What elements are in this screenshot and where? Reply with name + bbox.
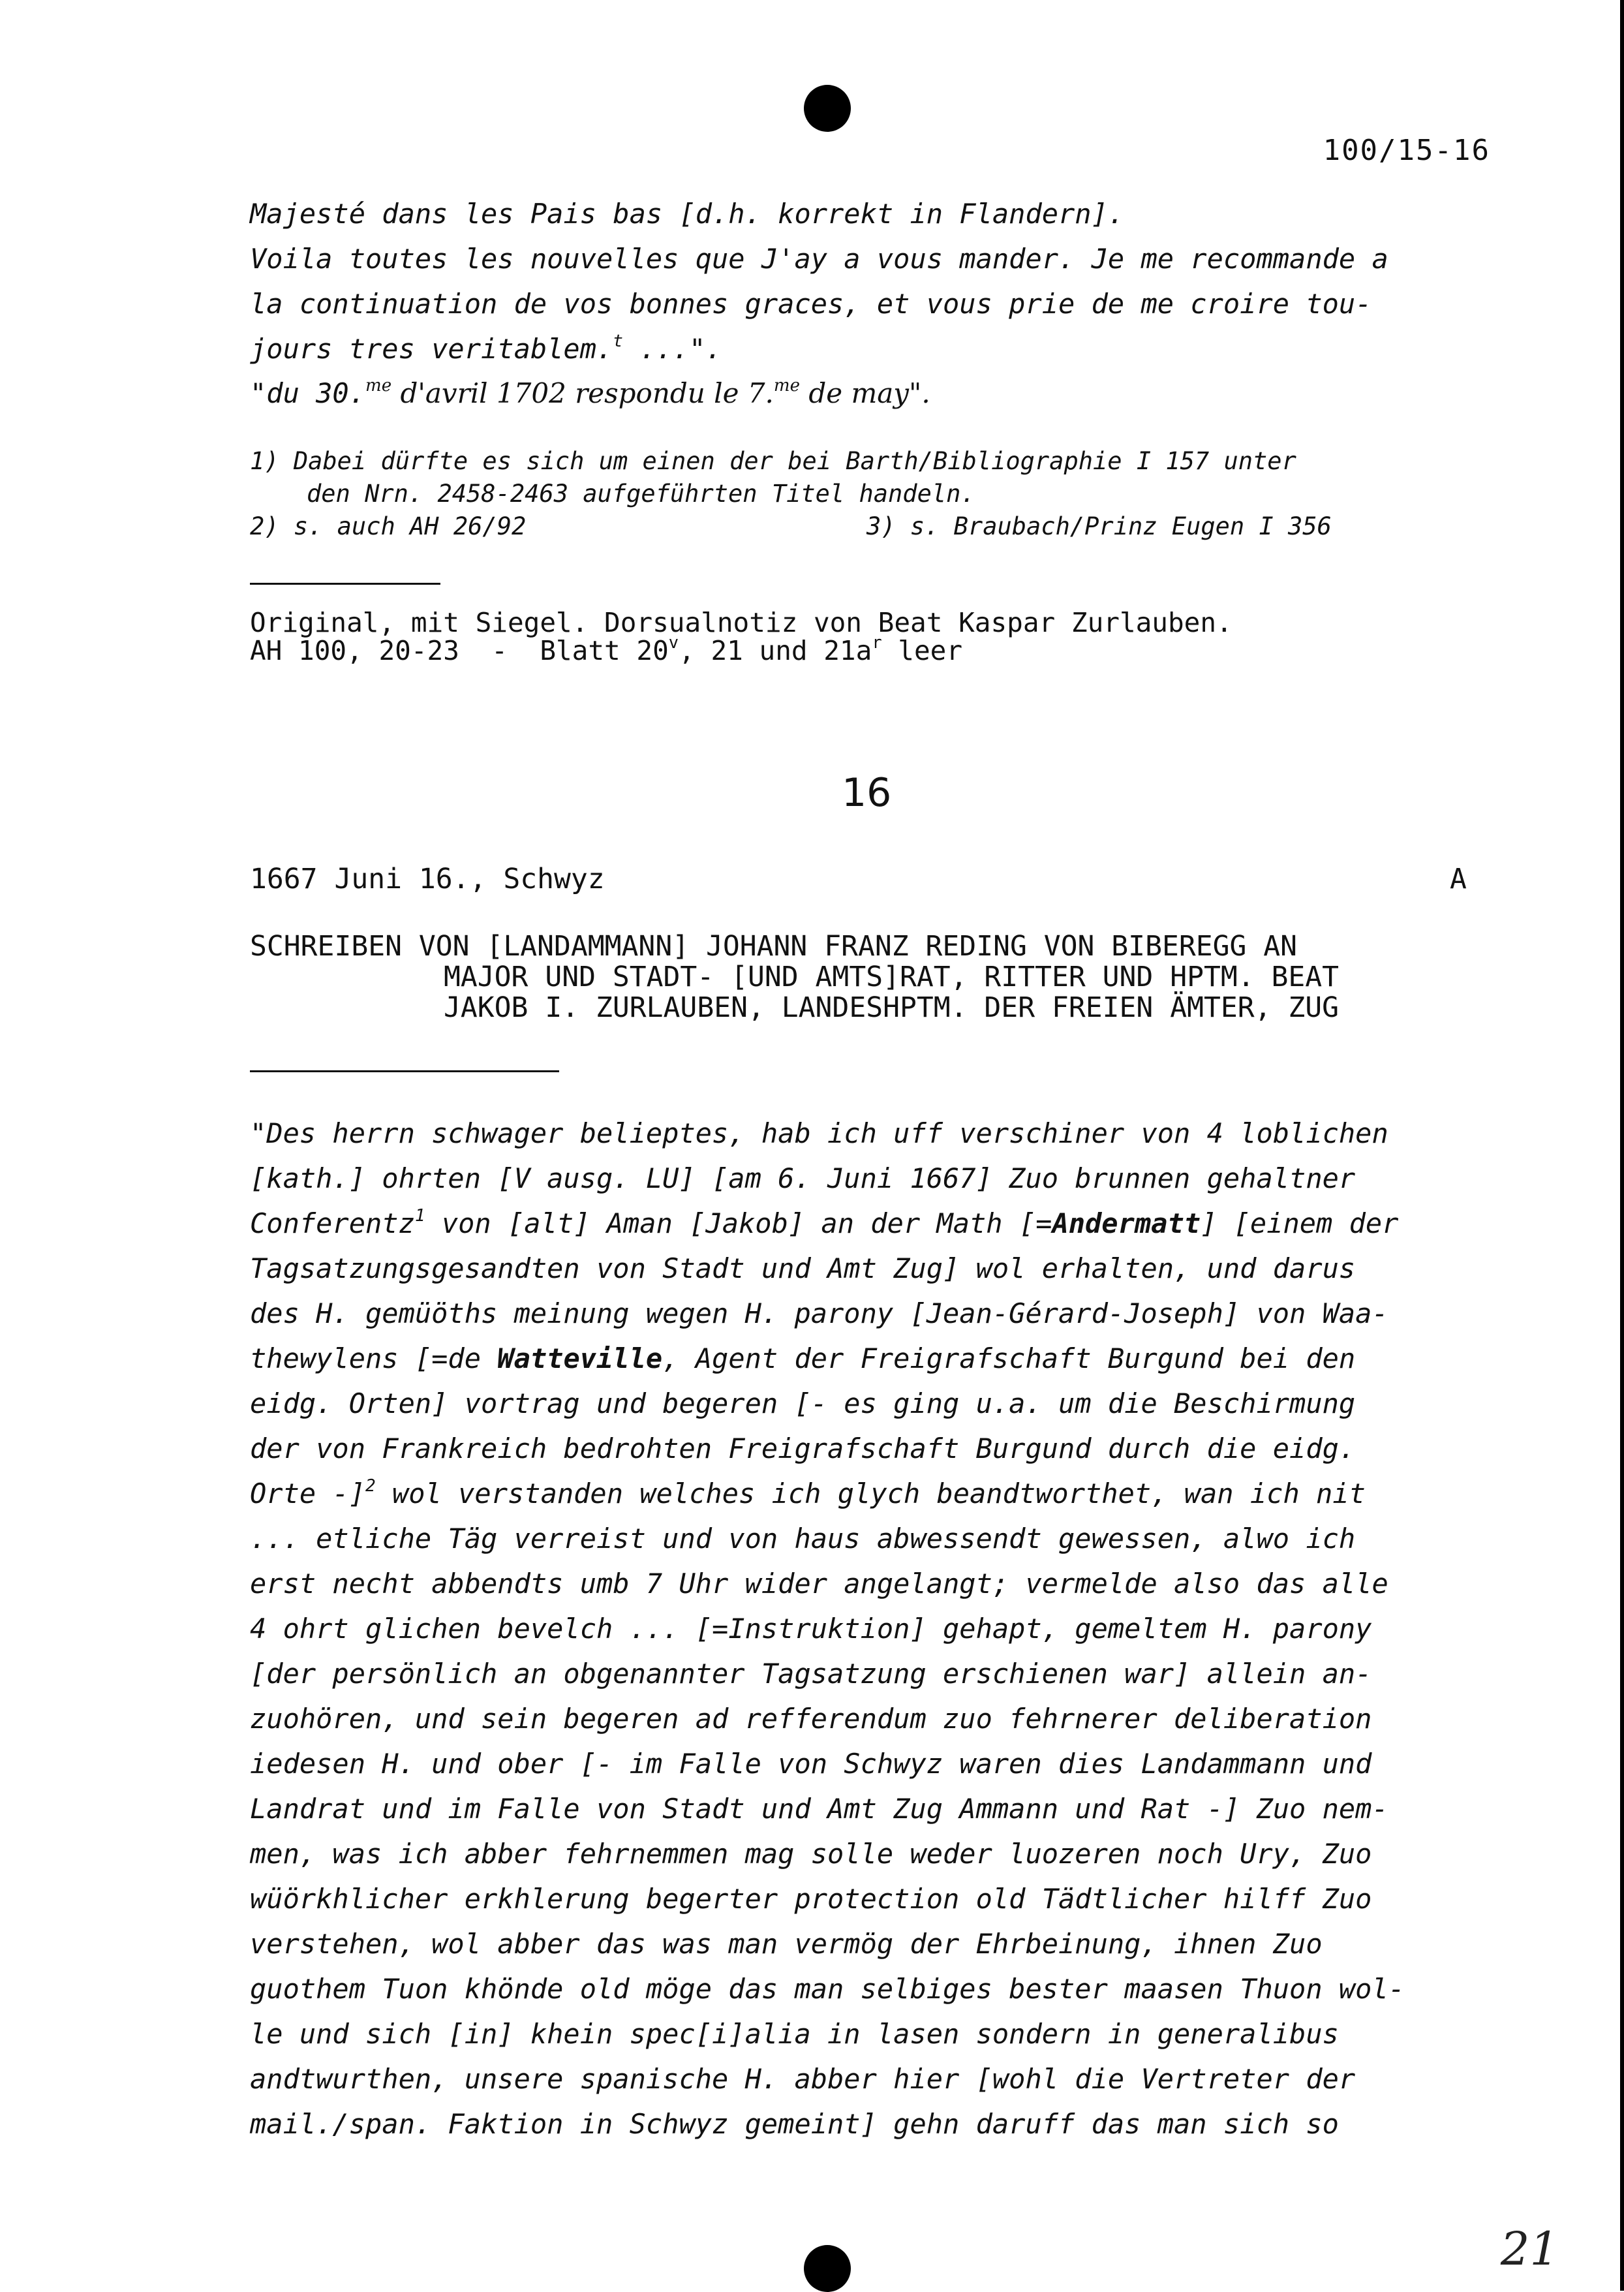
text-line: mail./span. Faktion in Schwyz gemeint] gehn daruff das man sich so bbox=[250, 2108, 1339, 2140]
text-line: andtwurthen, unsere spanische H. abber hier [wohl die Vertreter der bbox=[250, 2063, 1356, 2095]
bold-name: Andermatt bbox=[1052, 1207, 1201, 1239]
divider bbox=[250, 1070, 559, 1072]
text-line: Voila toutes les nouvelles que J'ay a vous mander. Je me recommande a bbox=[250, 243, 1388, 275]
handwritten-span: de may". bbox=[800, 377, 930, 409]
text-line: erst necht abbendts umb 7 Uhr wider angelangt; vermelde also das alle bbox=[250, 1568, 1388, 1600]
superscript: 2 bbox=[365, 1476, 376, 1496]
text-line: la continuation de vos bonnes graces, et vous prie de me croire tou- bbox=[250, 288, 1372, 320]
archive-page-mark: 21 bbox=[1500, 2222, 1559, 2276]
punch-hole-top bbox=[804, 85, 851, 132]
superscript: v bbox=[668, 632, 679, 653]
footnote-1-cont: den Nrn. 2458-2463 aufgeführten Titel handeln. bbox=[307, 480, 975, 508]
text-span: ...". bbox=[622, 333, 722, 365]
text-span: Conferentz bbox=[250, 1207, 415, 1239]
text-line: zuohören, und sein begeren ad refferendum zuo fehrnerer deliberation bbox=[250, 1703, 1372, 1735]
heading-line: MAJOR UND STADT- [UND AMTS]RAT, RITTER UND HPTM. BEAT bbox=[444, 961, 1340, 993]
text-span: , Agent der Freigrafschaft Burgund bei den bbox=[662, 1342, 1356, 1374]
superscript: me bbox=[365, 375, 392, 395]
footnote-3: 3) s. Braubach/Prinz Eugen I 356 bbox=[866, 512, 1332, 540]
text-line: guothem Tuon khönde old möge das man selbiges bester maasen Thuon wol- bbox=[250, 1973, 1405, 2005]
text-span: ] [einem der bbox=[1201, 1207, 1399, 1239]
text-span: , 21 und 21a bbox=[679, 635, 872, 666]
text-line: ... etliche Täg verreist und von haus abwessendt gewessen, alwo ich bbox=[250, 1523, 1356, 1555]
document-type: A bbox=[1450, 863, 1467, 895]
text-line: des H. gemüöths meinung wegen H. parony [Jean-Gérard-Joseph] von Waa- bbox=[250, 1297, 1388, 1329]
text-line bbox=[250, 333, 722, 365]
heading-line: JAKOB I. ZURLAUBEN, LANDESHPTM. DER FREIEN ÄMTER, ZUG bbox=[444, 991, 1340, 1024]
text-line: iedesen H. und ober [- im Falle von Schwyz waren dies Landammann und bbox=[250, 1748, 1372, 1780]
divider bbox=[250, 583, 440, 585]
date-place: 1667 Juni 16., Schwyz bbox=[250, 863, 605, 895]
text-line: wüörkhlicher erkhlerung begerter protection old Tädtlicher hilff Zuo bbox=[250, 1883, 1372, 1915]
superscript: 1 bbox=[414, 1205, 425, 1226]
text-line bbox=[250, 1478, 1366, 1510]
punch-hole-bottom bbox=[804, 2245, 851, 2292]
text-line: [der persönlich an obgenannter Tagsatzung erschienen war] allein an- bbox=[250, 1658, 1372, 1690]
footnote-2: 2) s. auch AH 26/92 bbox=[250, 512, 527, 540]
handwritten-span: d'avril 1702 respondu le 7. bbox=[391, 377, 774, 409]
text-line: eidg. Orten] vortrag und begeren [- es ging u.a. um die Beschirmung bbox=[250, 1387, 1356, 1419]
text-line: verstehen, wol abber das was man vermög der Ehrbeinung, ihnen Zuo bbox=[250, 1928, 1323, 1960]
text-line: Tagsatzungsgesandten von Stadt und Amt Zug] wol erhalten, und darus bbox=[250, 1252, 1356, 1284]
dorsal-note-line bbox=[250, 377, 930, 409]
heading-line: SCHREIBEN VON [LANDAMMANN] JOHANN FRANZ REDING VON BIBEREGG AN bbox=[250, 930, 1298, 963]
page-number: 100/15-16 bbox=[1323, 134, 1490, 167]
text-line: le und sich [in] khein spec[i]alia in lasen sondern in generalibus bbox=[250, 2018, 1339, 2050]
text-line bbox=[250, 1207, 1398, 1239]
page-edge bbox=[1620, 0, 1624, 2291]
text-line: [kath.] ohrten [V ausg. LU] [am 6. Juni 1667] Zuo brunnen gehaltner bbox=[250, 1162, 1356, 1194]
document-number: 16 bbox=[842, 770, 892, 816]
text-line: 4 ohrt glichen bevelch ... [=Instruktion] gehapt, gemeltem H. parony bbox=[250, 1613, 1372, 1645]
footnote-1: 1) Dabei dürfte es sich um einen der bei Barth/Bibliographie I 157 unter bbox=[250, 447, 1296, 475]
text-line: Landrat und im Falle von Stadt und Amt Zug Ammann und Rat -] Zuo nem- bbox=[250, 1793, 1388, 1825]
bold-name: Watteville bbox=[497, 1342, 663, 1374]
text-span: Orte -] bbox=[250, 1478, 366, 1510]
text-span: "du 30. bbox=[250, 377, 366, 409]
superscript: t bbox=[613, 331, 623, 351]
text-span: AH 100, 20-23 - Blatt 20 bbox=[250, 635, 669, 666]
text-span: wol verstanden welches ich glych beandtworthet, wan ich nit bbox=[375, 1478, 1366, 1510]
text-line bbox=[250, 1342, 1355, 1374]
text-line: men, was ich abber fehrnemmen mag solle weder luozeren noch Ury, Zuo bbox=[250, 1838, 1372, 1870]
superscript: r bbox=[872, 632, 882, 653]
source-line: Original, mit Siegel. Dorsualnotiz von Beat Kaspar Zurlauben. bbox=[250, 607, 1233, 638]
superscript: me bbox=[773, 375, 800, 395]
text-span: von [alt] Aman [Jakob] an der Math [= bbox=[425, 1207, 1052, 1239]
text-line: Majesté dans les Pais bas [d.h. korrekt in Flandern]. bbox=[250, 198, 1125, 230]
text-span: leer bbox=[881, 635, 963, 666]
text-line: der von Frankreich bedrohten Freigrafschaft Burgund durch die eidg. bbox=[250, 1432, 1356, 1464]
text-span: thewylens [=de bbox=[250, 1342, 498, 1374]
source-line bbox=[250, 632, 963, 666]
text-span: jours tres veritablem. bbox=[250, 333, 613, 365]
text-line: "Des herrn schwager belieptes, hab ich uff verschiner von 4 loblichen bbox=[250, 1117, 1388, 1149]
